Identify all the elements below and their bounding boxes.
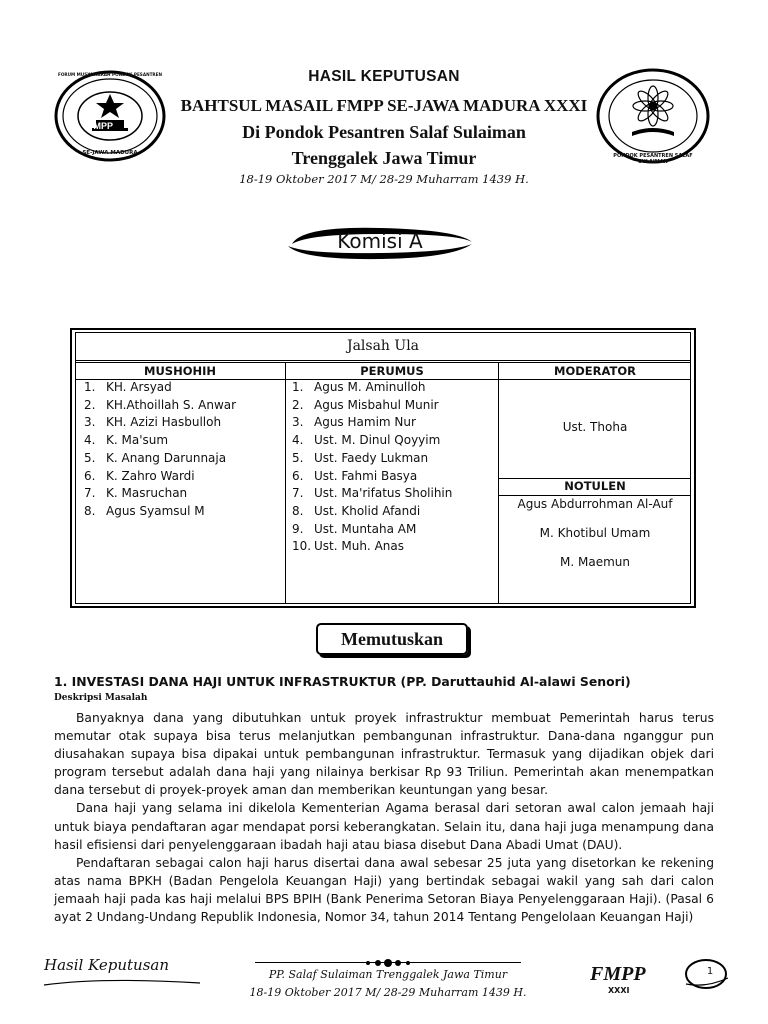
list-item: 2. KH.Athoillah S. Anwar bbox=[84, 397, 237, 412]
column-divider-1 bbox=[285, 362, 286, 604]
section-body bbox=[54, 709, 714, 926]
memutuskan-heading: Memutuskan bbox=[316, 623, 468, 655]
pesantren-logo-ring-text: PONDOK PESANTREN SALAF SULAIMAN bbox=[613, 153, 693, 165]
list-item: 4. Ust. M. Dinul Qoyyim bbox=[292, 433, 441, 448]
fmpp-logo-ring-text: FORUM MUSYAWARAH PONDOK PESANTREN bbox=[57, 72, 163, 77]
paragraph: Dana haji yang selama ini dikelola Kementerian Agama berasal dari setoran awal calon jemaah haji untuk biaya pendaftaran agar mendapat porsi keberangkatan. Selain itu, dana haji juga menampung dana hasil efisiensi dari penyelenggaraan ibadah haji atau biasa disebut Dana Abadi Umat (DAU). bbox=[54, 801, 714, 852]
notulen-header: NOTULEN bbox=[564, 479, 626, 493]
fmpp-logo-bottom-text: SE-JAWA MADURA bbox=[82, 150, 138, 156]
footer-fmpp-logo: FMPP bbox=[590, 963, 646, 985]
event-date: 18-19 Oktober 2017 M/ 28-29 Muharram 1439 H. bbox=[239, 172, 529, 186]
footer-center bbox=[240, 966, 536, 1002]
list-item: 7. Ust. Ma'rifatus Sholihin bbox=[292, 486, 453, 501]
footer-edition: XXXI bbox=[608, 986, 630, 995]
paragraph: Banyaknya dana yang dibutuhkan untuk proyek infrastruktur membuat Pemerintah harus terus memutar otak supaya bisa terus melanjutkan pembangunan infrastruktur. Dana-dana nganggur pun diusahakan supaya bisa dipakai untuk pembangunan infrastruktur. Termasuk yang dijadikan objek dari program tersebut adalah dana haji yang nilainya berkisar Rp 93 Triliun. Pemerintah akan menempatkan dana tersebut di proyek-proyek aman dan memberikan keuntungan yang besar. bbox=[54, 711, 714, 798]
fmpp-logo-center-text: FMPP bbox=[88, 121, 114, 131]
signature-underline-icon bbox=[42, 975, 202, 995]
mushohih-header: MUSHOHIH bbox=[144, 364, 216, 378]
page-number: 1 bbox=[706, 966, 714, 977]
list-item: 5. K. Anang Darunnaja bbox=[84, 450, 227, 465]
list-item: 10. Ust. Muh. Anas bbox=[292, 539, 404, 554]
list-item: 1. KH. Arsyad bbox=[84, 380, 172, 394]
list-item: 4. K. Ma'sum bbox=[84, 433, 169, 448]
list-item: 3. Agus Hamim Nur bbox=[292, 415, 416, 430]
list-item: 8. Agus Syamsul M bbox=[84, 503, 205, 518]
list-item: 2. Agus Misbahul Munir bbox=[292, 397, 439, 412]
komisi-label: Komisi A bbox=[337, 229, 423, 253]
venue-line: Di Pondok Pesantren Salaf Sulaiman bbox=[242, 122, 526, 142]
perumus-list bbox=[292, 379, 497, 556]
list-item: 8. Ust. Kholid Afandi bbox=[292, 503, 421, 518]
notulen-list bbox=[500, 497, 690, 584]
paragraph: Pendaftaran sebagai calon haji harus disertai dana awal sebesar 25 juta yang disetorkan ke rekening atas nama BPKH (Badan Pengelola Keuangan Haji) yang bertindak sebagai wakil yang sah dari calon jemaah haji pada kas haji melalui BPS BPIH (Bank Penerima Setoran Biaya Penyelenggaraan Haji). (Pasal 6 ayat 2 Undang-Undang Republik Indonesia, Nomor 34, tahun 2014 Tentang Pengelolaan Keuangan Haji) bbox=[54, 855, 714, 925]
moderator-header: MODERATOR bbox=[554, 364, 636, 378]
section-title: 1. INVESTASI DANA HAJI UNTUK INFRASTRUKTUR (PP. Daruttauhid Al-alawi Senori) bbox=[54, 674, 631, 689]
document-title: HASIL KEPUTUSAN bbox=[308, 68, 460, 85]
list-item: 6. Ust. Fahmi Basya bbox=[292, 468, 418, 483]
list-item: M. Maemun bbox=[560, 555, 630, 569]
moderator-name: Ust. Thoha bbox=[562, 420, 628, 434]
jalsah-title: Jalsah Ula bbox=[75, 332, 691, 361]
list-item: 3. KH. Azizi Hasbulloh bbox=[84, 415, 222, 430]
location-line: Trenggalek Jawa Timur bbox=[291, 148, 477, 168]
list-item: M. Khotibul Umam bbox=[539, 526, 651, 540]
column-divider-2 bbox=[498, 362, 499, 604]
perumus-header: PERUMUS bbox=[360, 364, 424, 378]
list-item: 6. K. Zahro Wardi bbox=[84, 468, 195, 483]
list-item: 7. K. Masruchan bbox=[84, 486, 188, 501]
notulen-bottom-rule bbox=[498, 495, 691, 496]
mushohih-list bbox=[84, 379, 284, 521]
footer-venue: PP. Salaf Sulaiman Trenggalek Jawa Timur bbox=[268, 968, 508, 981]
list-item: 9. Ust. Muntaha AM bbox=[292, 521, 417, 536]
footer-signature: Hasil Keputusan bbox=[44, 956, 170, 974]
section-subtitle: Deskripsi Masalah bbox=[54, 693, 148, 703]
list-item: 5. Ust. Faedy Lukman bbox=[292, 450, 429, 465]
document-subtitle: BAHTSUL MASAIL FMPP SE-JAWA MADURA XXXI bbox=[180, 96, 588, 115]
list-item: Agus Abdurrohman Al-Auf bbox=[517, 497, 673, 511]
list-item: 1. Agus M. Aminulloh bbox=[292, 380, 426, 394]
footer-date: 18-19 Oktober 2017 M/ 28-29 Muharram 1439 H. bbox=[249, 986, 527, 999]
